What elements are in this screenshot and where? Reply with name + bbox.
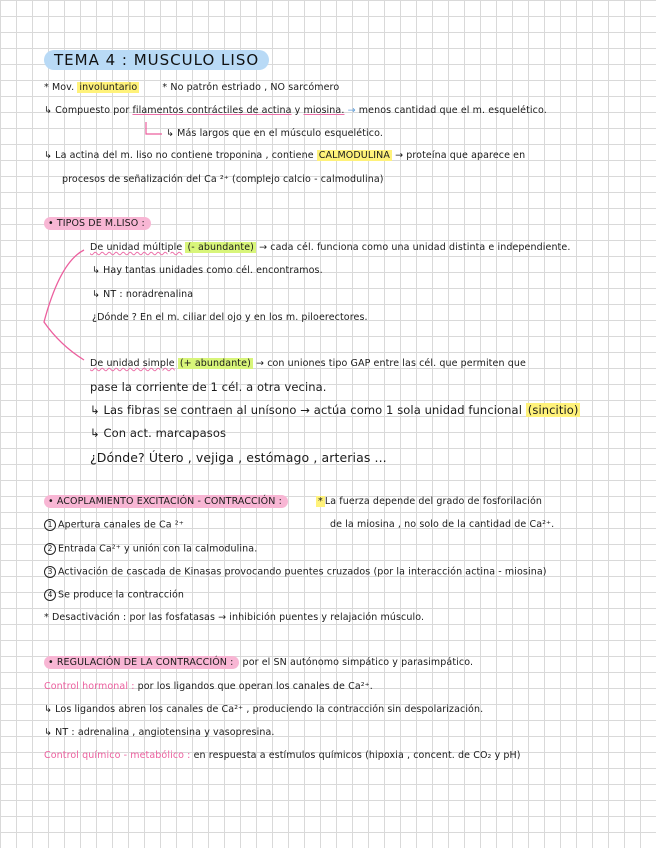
control-quimico-label: Control químico - metabólico : xyxy=(44,750,191,761)
step-text: Entrada Ca²⁺ y unión con la calmodulina. xyxy=(58,543,258,555)
multiple-line-4: ¿Dónde ? En el m. ciliar del ojo y en los m. piloerectores. xyxy=(92,312,368,323)
tipos-brace xyxy=(44,250,84,360)
control-hormonal-line xyxy=(44,681,373,692)
simple-line-2: pase la corriente de 1 cél. a otra vecina. xyxy=(90,380,327,394)
ligandos-line: ↳ Los ligandos abren los canales de Ca²⁺ , produciendo la contracción sin despolarización. xyxy=(44,704,484,715)
intro-bullet: * Mov. xyxy=(44,82,78,93)
page-title: TEMA 4 : MUSCULO LISO xyxy=(44,50,269,70)
step-number-icon: 2 xyxy=(44,543,56,555)
unidad-multiple-label: De unidad múltiple xyxy=(90,242,183,253)
multiple-line-3: ↳ NT : noradrenalina xyxy=(92,289,194,300)
simple-line-1 xyxy=(90,358,526,369)
mas-abundante-badge: (+ abundante) xyxy=(179,358,251,369)
step-number-icon: 4 xyxy=(44,589,56,601)
star-icon: * xyxy=(318,496,323,507)
section-acoplamiento-heading xyxy=(44,496,288,507)
section-regulacion-heading xyxy=(44,657,473,668)
simple-line-5: ¿Dónde? Útero , vejiga , estómago , arterias ... xyxy=(90,450,387,465)
intro-line-2 xyxy=(44,105,547,116)
calmodulina-highlight: CALMODULINA xyxy=(318,150,390,161)
intro-line-5: procesos de señalización del Ca ²⁺ (complejo calcio - calmodulina) xyxy=(62,174,384,185)
intro-line-4 xyxy=(44,150,525,161)
acoplamiento-note-1 xyxy=(316,496,542,507)
text: por el SN autónomo simpático y parasimpático. xyxy=(239,657,474,668)
step-number-icon: 3 xyxy=(44,566,56,578)
sincitio-highlight: (sincitio) xyxy=(527,403,579,417)
step-1 xyxy=(44,519,184,531)
step-3 xyxy=(44,566,547,578)
text: menos cantidad que el m. esquelético. xyxy=(358,105,547,116)
intro-line-3: ↳ Más largos que en el músculo esquelético. xyxy=(166,128,383,139)
pink-hook-arrow xyxy=(146,122,162,134)
nt-line: ↳ NT : adrenalina , angiotensina y vasopresina. xyxy=(44,727,275,738)
multiple-line-1 xyxy=(90,242,570,253)
menos-abundante-badge: (- abundante) xyxy=(187,242,254,253)
actina-underlined: filamentos contráctiles de actina xyxy=(132,105,292,116)
heading-text: • ACOPLAMIENTO EXCITACIÓN - CONTRACCIÓN : xyxy=(44,495,288,508)
text: y xyxy=(291,105,304,116)
text: La fuerza depende del grado de fosforilación xyxy=(324,496,543,507)
acoplamiento-note-2: de la miosina , no solo de la cantidad de Ca²⁺. xyxy=(330,519,555,530)
text: ↳ Compuesto por xyxy=(44,105,133,116)
text: ↳ Las fibras se contraen al unísono → actúa como 1 sola unidad funcional xyxy=(90,403,526,417)
text: por los ligandos que operan los canales de Ca²⁺. xyxy=(134,681,373,692)
involuntario-highlight: involuntario xyxy=(79,82,138,93)
intro-note: * No patrón estriado , NO sarcómero xyxy=(162,82,340,93)
step-2 xyxy=(44,543,257,555)
step-4 xyxy=(44,589,184,601)
multiple-line-2: ↳ Hay tantas unidades como cél. encontramos. xyxy=(92,265,323,276)
text: → proteína que aparece en xyxy=(391,150,526,161)
step-number-icon: 1 xyxy=(44,519,56,531)
text: ↳ La actina del m. liso no contiene troponina , contiene xyxy=(44,150,317,161)
text: en respuesta a estímulos químicos (hipoxia , concent. de CO₂ y pH) xyxy=(190,750,521,761)
control-hormonal-label: Control hormonal : xyxy=(44,681,135,692)
miosina-underlined: miosina. xyxy=(303,105,345,116)
desactivacion-line: * Desactivación : por las fosfatasas → inhibición puentes y relajación músculo. xyxy=(44,612,425,623)
section-tipos-heading xyxy=(44,218,151,229)
text: → cada cél. funciona como una unidad distinta e independiente. xyxy=(255,242,571,253)
unidad-simple-label: De unidad simple xyxy=(90,358,175,369)
arrow-icon: → xyxy=(344,105,359,116)
step-text: Activación de cascada de Kinasas provocando puentes cruzados (por la interacción actina - miosina) xyxy=(58,566,547,578)
heading-text: • TIPOS DE M.LISO : xyxy=(44,217,151,230)
heading-text: • REGULACIÓN DE LA CONTRACCIÓN : xyxy=(44,656,239,669)
simple-line-3 xyxy=(90,403,580,417)
simple-line-4: ↳ Con act. marcapasos xyxy=(90,426,227,440)
step-text: Se produce la contracción xyxy=(58,589,184,601)
step-text: Apertura canales de Ca ²⁺ xyxy=(58,519,184,531)
intro-line-1 xyxy=(44,82,339,93)
control-quimico-line xyxy=(44,750,521,761)
text: → con uniones tipo GAP entre las cél. que permiten que xyxy=(252,358,526,369)
